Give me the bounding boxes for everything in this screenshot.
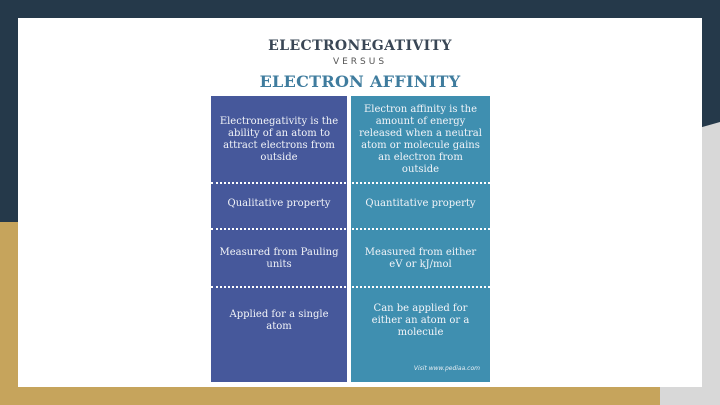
row-definition-right: Electron affinity is the amount of energy released when a neutral atom or molecule gains an electron from outside [359, 104, 482, 175]
row-application-right: Can be applied for either an atom or a molecule [371, 303, 470, 338]
title-electron-affinity: ELECTRON AFFINITY [259, 72, 461, 91]
row-definition-left: Electronegativity is the ability of an atom to attract electrons from outside [219, 116, 339, 163]
row-property-right: Quantitative property [365, 198, 476, 209]
row-separator [211, 182, 490, 184]
source-credit: Visit www.pediaa.com [413, 365, 480, 372]
title-electronegativity: ELECTRONEGATIVITY [268, 38, 452, 54]
row-separator [211, 228, 490, 230]
row-separator [211, 286, 490, 288]
row-property-left: Qualitative property [227, 198, 331, 209]
title-versus: VERSUS [332, 57, 388, 67]
row-units-right: Measured from either eV or kJ/mol [364, 247, 477, 270]
slide [18, 18, 702, 387]
row-application-left: Applied for a single atom [229, 309, 329, 332]
comparison-table [211, 96, 490, 382]
row-units-left: Measured from Pauling units [219, 247, 339, 270]
